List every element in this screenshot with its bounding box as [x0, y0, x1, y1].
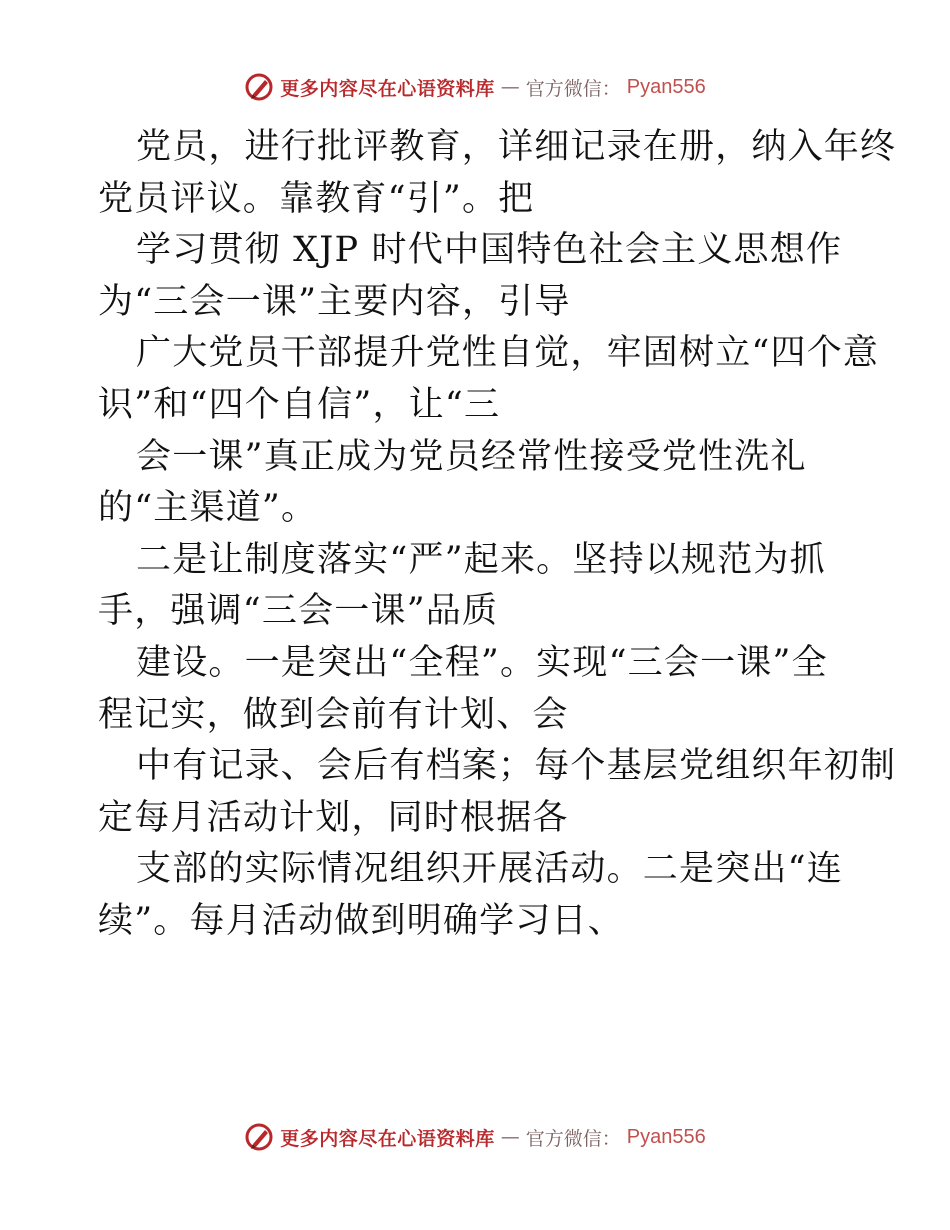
document-body: [98, 122, 897, 948]
text-line: 为“三会一课”主要内容，引导: [98, 281, 571, 322]
text-line: 广大党员干部提升党性自觉，牢固树立“四个意: [136, 333, 880, 374]
pen-logo-icon: [244, 72, 274, 102]
footer-watermark: [0, 1122, 950, 1152]
text-line: 续”。每月活动做到明确学习日、: [98, 900, 624, 941]
text-line: 定每月活动计划，同时根据各: [98, 797, 569, 838]
watermark-site-text: 更多内容尽在心语资料库: [280, 77, 495, 100]
text-line: 手，强调“三会一课”品质: [98, 591, 499, 632]
text-line: 会一课”真正成为党员经常性接受党性洗礼: [136, 436, 807, 477]
text-line: 的“主渠道”。: [98, 488, 318, 529]
text-line: 中有记录、会后有档案；每个基层党组织年初制: [136, 746, 897, 787]
text-line: 二是让制度落实“严”起来。坚持以规范为抓: [136, 539, 826, 580]
text-line: 党员评议。靠教育“引”。把: [98, 178, 535, 219]
text-line: 程记实，做到会前有计划、会: [98, 694, 569, 735]
text-line: 识”和“四个自信”，让“三: [98, 384, 501, 425]
watermark-wechat-id: Pyan556: [626, 1125, 706, 1148]
watermark-wechat-id: Pyan556: [626, 75, 706, 98]
header-watermark: [0, 72, 950, 102]
text-line: 支部的实际情况组织开展活动。二是突出“连: [136, 849, 843, 890]
watermark-separator: —: [500, 76, 520, 98]
watermark-separator: —: [500, 1126, 520, 1148]
watermark-site-text: 更多内容尽在心语资料库: [280, 1127, 495, 1150]
text-line: 建设。一是突出“全程”。实现“三会一课”全: [136, 642, 828, 683]
text-line: 学习贯彻 XJP 时代中国特色社会主义思想作: [136, 230, 843, 271]
pen-logo-icon: [244, 1122, 274, 1152]
watermark-wechat-label: 官方微信：: [525, 1127, 621, 1150]
text-line: 党员，进行批评教育，详细记录在册，纳入年终: [136, 127, 897, 167]
watermark-wechat-label: 官方微信：: [525, 77, 621, 100]
